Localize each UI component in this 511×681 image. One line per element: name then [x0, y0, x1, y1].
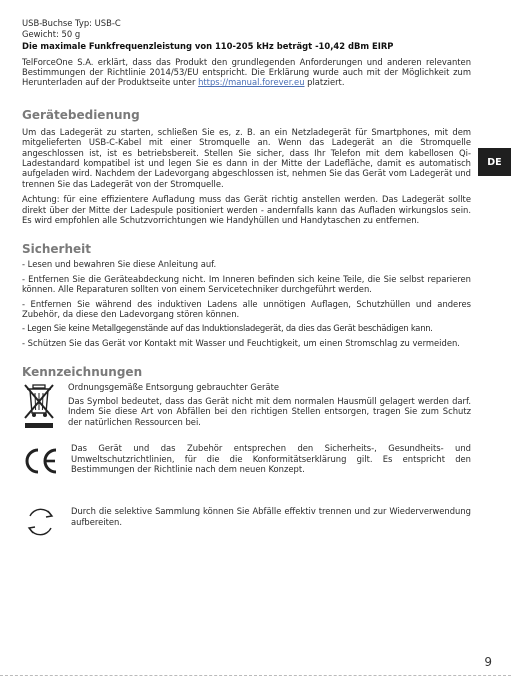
safety-item-5: - Schützen Sie das Gerät vor Kontakt mit Wasser und Feuchtigkeit, um einen Stromschlag zu vermeiden.	[22, 337, 460, 348]
marking-recycling-text: Durch die selektive Sammlung können Sie Abfälle effektiv trennen und zur Wiederverwendung aufbereiten.	[71, 506, 471, 527]
marking-recycling-text-block	[71, 502, 471, 527]
declaration-paragraph	[22, 57, 471, 88]
safety-item-2: - Entfernen Sie die Geräteabdeckung nicht. Im Inneren befinden sich keine Teile, die Sie selbst reparieren können. Alle Reparaturen sollten von einem Servicetechniker durchgeführt werden.	[22, 273, 471, 295]
marking-ce-text: Das Gerät und das Zubehör entsprechen den Sicherheits-, Gesundheits- und Umweltschutzrichtlinien, für die die Konformitätserklärung gilt. Es entspricht den Bestimmungen der Richtlinie nach dem neuen Konzept.	[71, 443, 471, 475]
marking-weee	[22, 382, 471, 440]
operation-paragraph-1: Um das Ladegerät zu starten, schließen Sie es, z. B. an ein Netzladegerät für Smartphones, mit dem mitgelieferten USB-C-Kabel mit einer Stromquelle an. Wenn das Ladegerät an die Stromquelle angeschlossen ist, ist es betriebsbereit. Stellen Sie sicher, dass Ihr Telefon mit dem kabellosen Qi-Ladestandard kompatibel ist und legen Sie es dann in der Mitte der Ladefläche, damit es automatisch aufgeladen wird. Nachdem der Ladevorgang abgeschlossen ist, nehmen Sie das Gerät vom Ladegerät und trennen Sie das Ladegerät von der Stromquelle.	[22, 126, 471, 189]
operation-paragraph-2: Achtung: für eine effizientere Aufladung muss das Gerät richtig anstellen werden. Das Ladegerät sollte direkt über der Mitte der Ladespule positioniert werden - andernfalls kann das Aufladen wirkungslos sein. Es wird empfohlen alle Schutzvorrichtungen wie Handyhüllen und Handytaschen zu entfernen.	[22, 194, 471, 225]
usb-type-line: USB-Buchse Typ: USB-C	[22, 18, 121, 28]
language-tab: DE	[478, 148, 511, 176]
marking-weee-text-block	[68, 382, 471, 427]
radio-power-line: Die maximale Funkfrequenzleistung von 110-205 kHz beträgt -10,42 dBm EIRP	[22, 41, 394, 51]
marking-recycling	[22, 502, 471, 542]
page-content	[22, 18, 471, 542]
marking-ce	[22, 443, 471, 495]
section-title-operation: Gerätebedienung	[22, 107, 140, 122]
ce-mark-icon	[22, 446, 60, 480]
declaration-text: TelForceOne S.A. erklärt, dass das Produkt den grundlegenden Anforderungen und anderen relevanten Bestimmungen der Richtlinie 2014/53/EU entspricht. Die Erklärung wurde auch mit der Möglichkeit zum Herunterladen auf der Produktseite unter	[22, 56, 471, 88]
marking-ce-text-block	[71, 443, 471, 474]
recycling-circle-icon	[22, 504, 58, 544]
crossed-out-bin-icon	[22, 382, 56, 434]
marking-weee-text: Das Symbol bedeutet, dass das Gerät nicht mit dem normalen Hausmüll gelagert werden darf. Indem Sie diese Art von Abfällen bei den richtigen Stellen entsorgen, tragen Sie zum Schutz der natürlichen Ressourcen bei.	[68, 395, 471, 427]
weight-line: Gewicht: 50 g	[22, 28, 81, 39]
section-title-safety: Sicherheit	[22, 242, 91, 257]
safety-item-3: - Entfernen Sie während des induktiven Ladens alle unnötigen Auflagen, Schutzhüllen und anderes Zubehör, da diese den Ladevorgang stören können.	[22, 298, 471, 319]
page-number: 9	[484, 655, 492, 669]
marking-weee-heading: Ordnungsgemäße Entsorgung gebrauchter Geräte	[68, 382, 280, 393]
page-bottom-divider	[0, 675, 511, 676]
section-title-markings: Kennzeichnungen	[22, 365, 143, 380]
safety-item-1: - Lesen und bewahren Sie diese Anleitung auf.	[22, 259, 217, 270]
declaration-after: platziert.	[304, 77, 345, 88]
manual-link[interactable]: https://manual.forever.eu	[198, 77, 305, 88]
safety-item-4: - Legen Sie keine Metallgegenstände auf das Induktionsladegerät, da dies das Gerät beschädigen kann.	[22, 323, 433, 334]
